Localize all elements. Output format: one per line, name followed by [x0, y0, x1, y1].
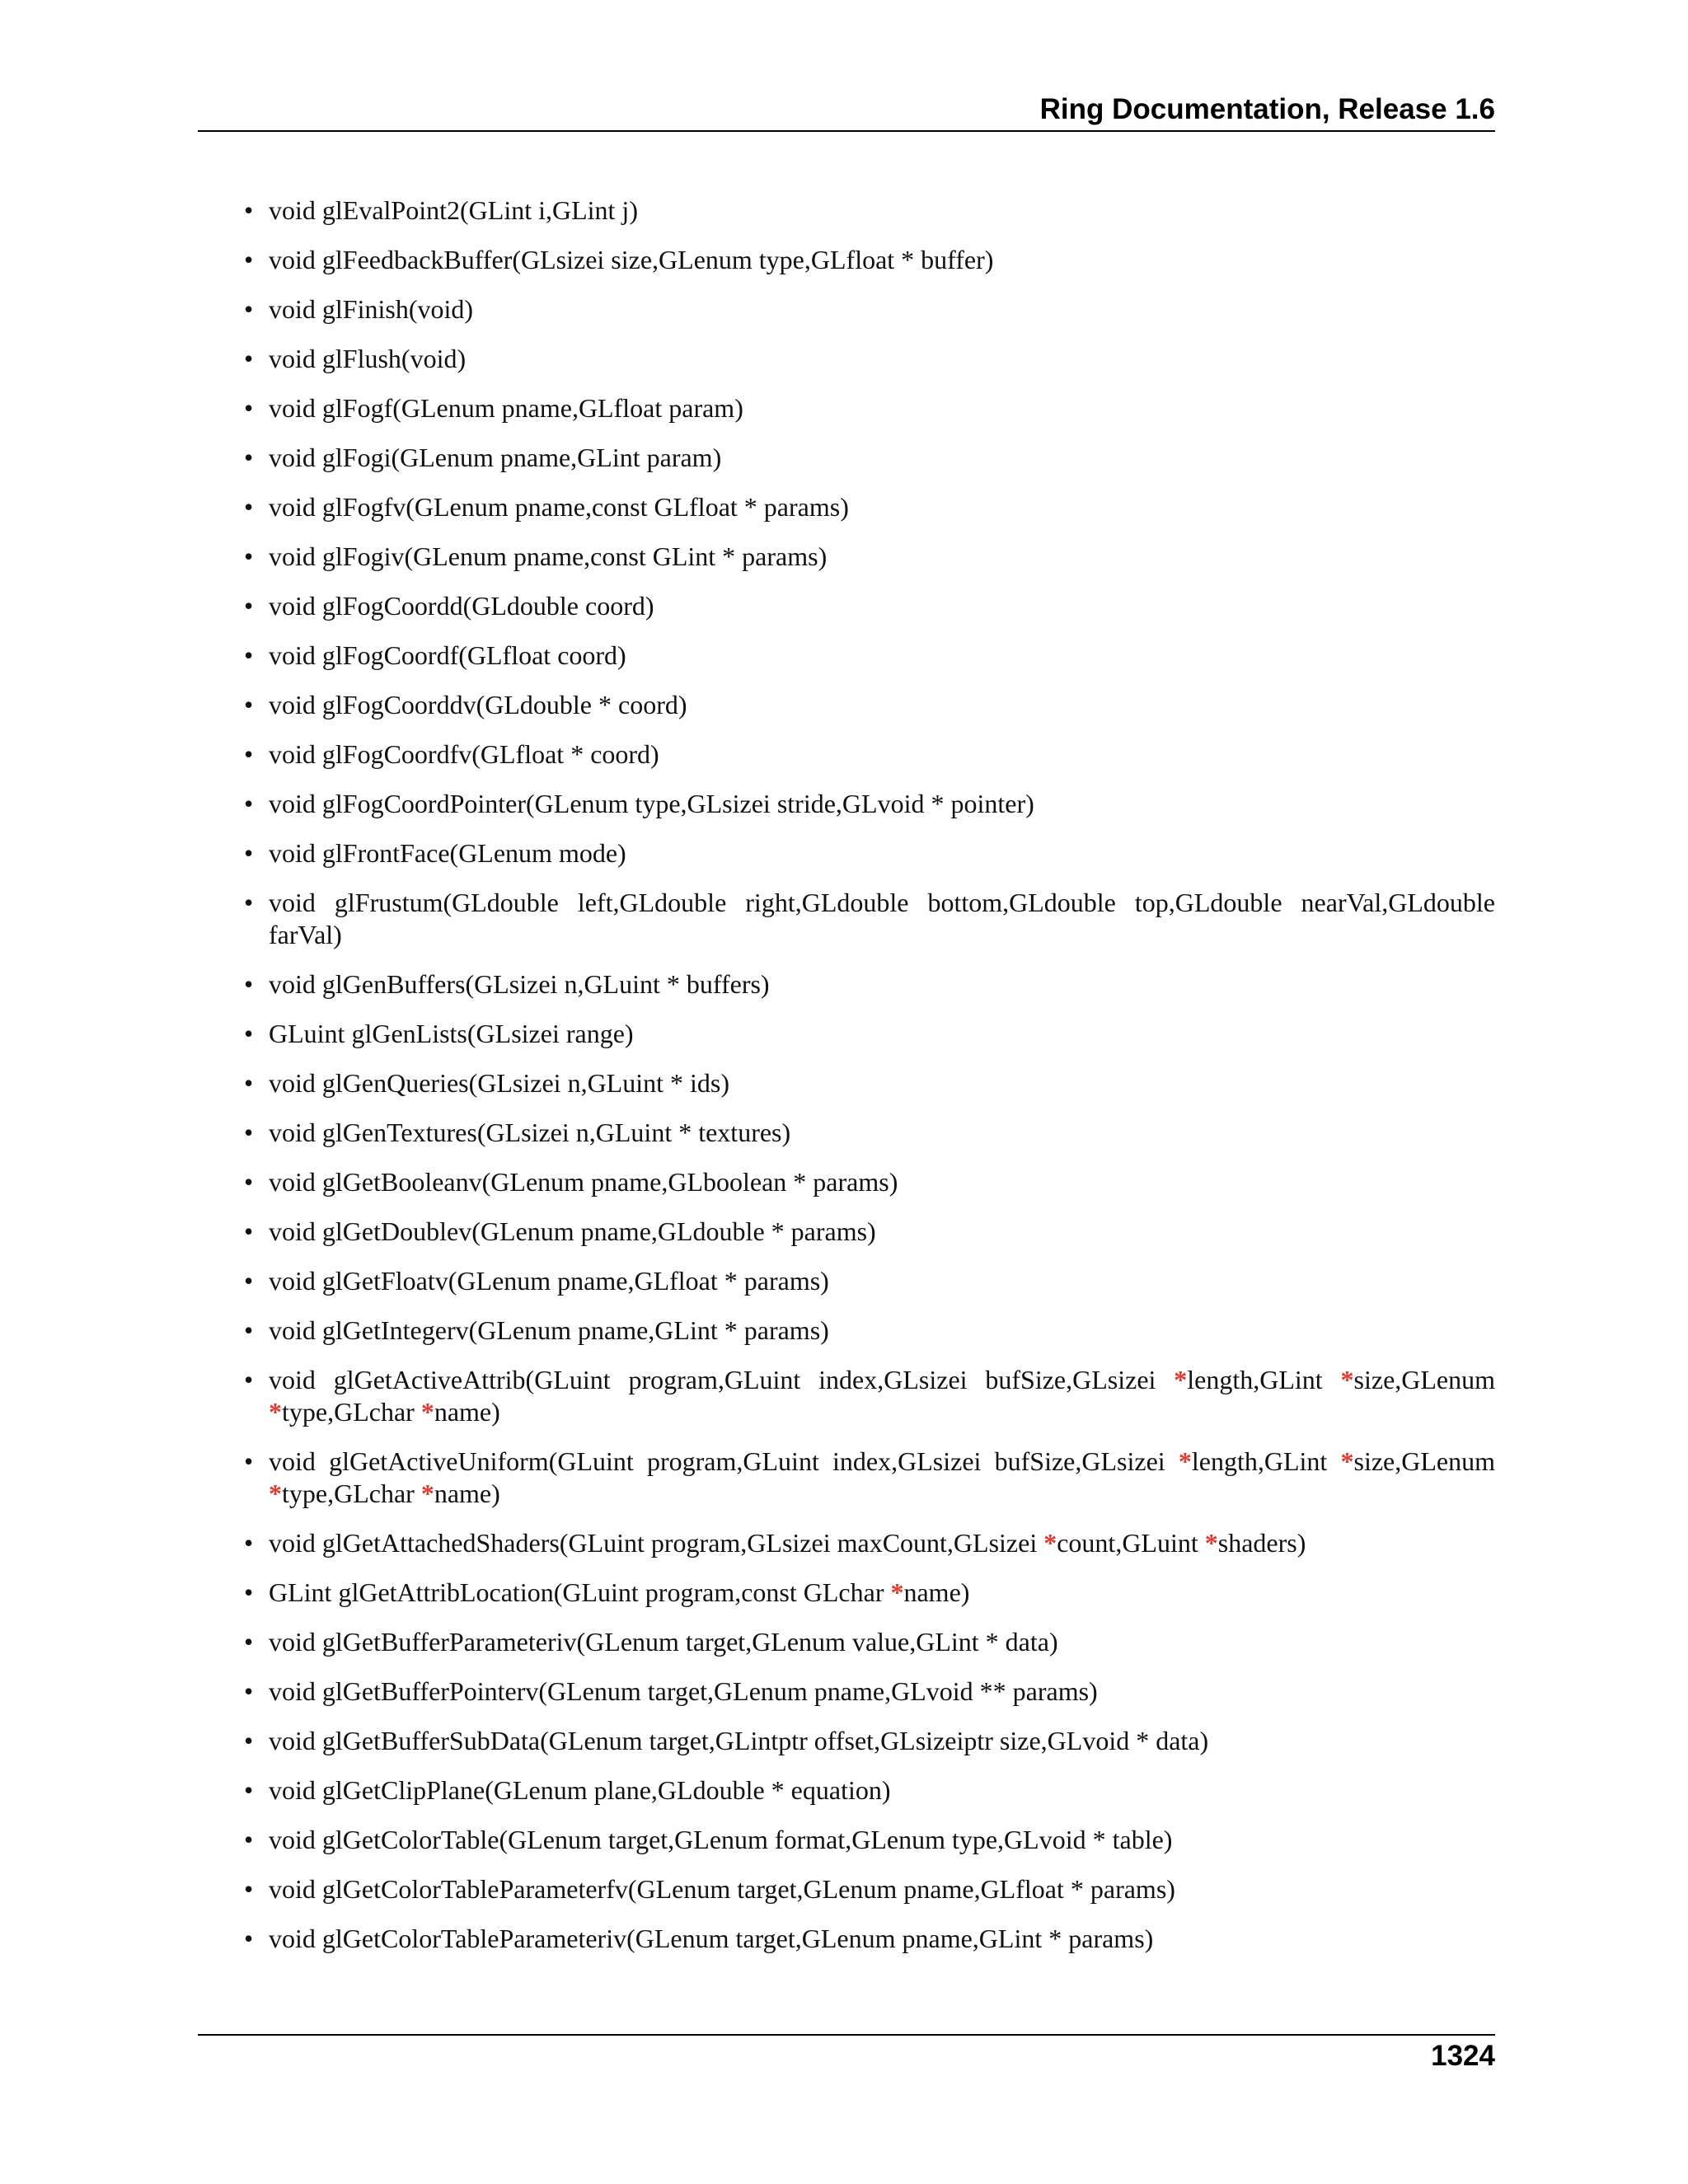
function-signature-text: name) — [434, 1479, 500, 1508]
function-signature-text: GLint glGetAttribLocation(GLuint program,const GLchar — [269, 1577, 891, 1607]
pointer-asterisk: * — [1340, 1446, 1354, 1476]
list-item — [244, 343, 1495, 375]
header-divider — [198, 130, 1495, 132]
pointer-asterisk: * — [890, 1577, 904, 1607]
function-signature-text: void glFogi(GLenum pname,GLint param) — [269, 443, 722, 472]
function-signature-text: size,GLenum — [1353, 1446, 1495, 1476]
list-item — [244, 442, 1495, 474]
function-signature-text: void glGetActiveAttrib(GLuint program,GLuint index,GLsizei bufSize,GLsizei — [269, 1365, 1175, 1394]
function-signature-text: count,GLuint — [1057, 1528, 1205, 1558]
pointer-asterisk: * — [420, 1397, 434, 1427]
list-item — [244, 738, 1495, 771]
pointer-asterisk: * — [1178, 1446, 1192, 1476]
list-item — [244, 1018, 1495, 1050]
list-item — [244, 837, 1495, 869]
function-signature-text: name) — [903, 1577, 970, 1607]
list-item — [244, 293, 1495, 326]
list-item — [244, 590, 1495, 622]
list-item — [244, 1117, 1495, 1149]
list-item — [244, 541, 1495, 573]
function-signature-text: type,GLchar — [282, 1397, 421, 1427]
list-item — [244, 1675, 1495, 1708]
list-item — [244, 392, 1495, 424]
function-signature-text: void glFogCoorddv(GLdouble * coord) — [269, 690, 687, 719]
list-item — [244, 887, 1495, 951]
function-signature-text: void glGetDoublev(GLenum pname,GLdouble * params) — [269, 1216, 876, 1246]
list-item — [244, 244, 1495, 276]
function-signature-text: void glFinish(void) — [269, 294, 474, 324]
list-item — [244, 1446, 1495, 1510]
function-signature-text: void glGetColorTable(GLenum target,GLenum format,GLenum type,GLvoid * table) — [269, 1825, 1173, 1854]
list-item — [244, 689, 1495, 721]
footer-divider — [198, 2034, 1495, 2036]
function-signature-text: length,GLint — [1191, 1446, 1341, 1476]
function-signature-text: GLuint glGenLists(GLsizei range) — [269, 1019, 634, 1048]
list-item — [244, 1315, 1495, 1347]
function-signature-text: void glGenQueries(GLsizei n,GLuint * ids) — [269, 1068, 729, 1098]
function-signature-text: void glGetClipPlane(GLenum plane,GLdouble * equation) — [269, 1775, 891, 1805]
function-signature-text: void glGetFloatv(GLenum pname,GLfloat * params) — [269, 1266, 829, 1296]
function-signature-text: void glGenTextures(GLsizei n,GLuint * textures) — [269, 1118, 791, 1147]
function-signature-text: void glGetBufferParameteriv(GLenum target,GLenum value,GLint * data) — [269, 1627, 1058, 1657]
pointer-asterisk: * — [269, 1479, 282, 1508]
function-signature-text: void glGetColorTableParameterfv(GLenum target,GLenum pname,GLfloat * params) — [269, 1874, 1175, 1904]
list-item — [244, 1725, 1495, 1757]
function-signature-text: void glFogCoordf(GLfloat coord) — [269, 640, 626, 670]
pointer-asterisk: * — [1174, 1365, 1188, 1394]
function-signature-text: shaders) — [1217, 1528, 1306, 1558]
pointer-asterisk: * — [1204, 1528, 1218, 1558]
list-item — [244, 1166, 1495, 1198]
list-item — [244, 1067, 1495, 1099]
function-signature-text: length,GLint — [1187, 1365, 1341, 1394]
function-signature-text: name) — [434, 1397, 500, 1427]
function-signature-text: void glGetBooleanv(GLenum pname,GLboolean * params) — [269, 1167, 898, 1197]
list-item — [244, 1626, 1495, 1658]
function-signature-text: size,GLenum — [1353, 1365, 1496, 1394]
function-signature-text: void glFlush(void) — [269, 344, 467, 373]
list-item — [244, 1577, 1495, 1609]
list-item — [244, 640, 1495, 672]
function-signature-text: void glFogCoordfv(GLfloat * coord) — [269, 739, 659, 769]
list-item — [244, 788, 1495, 820]
list-item — [244, 1873, 1495, 1905]
list-item — [244, 1923, 1495, 1955]
list-item — [244, 968, 1495, 1001]
pointer-asterisk: * — [420, 1479, 434, 1508]
list-item — [244, 1527, 1495, 1559]
pointer-asterisk: * — [1043, 1528, 1057, 1558]
function-signature-text: void glGetColorTableParameteriv(GLenum target,GLenum pname,GLint * params) — [269, 1924, 1154, 1953]
running-header-title: Ring Documentation, Release 1.6 — [1039, 93, 1495, 125]
function-signature-text: void glGetBufferPointerv(GLenum target,GLenum pname,GLvoid ** params) — [269, 1676, 1098, 1706]
function-signature-text: void glEvalPoint2(GLint i,GLint j) — [269, 195, 638, 225]
function-signature-text: void glGetIntegerv(GLenum pname,GLint * params) — [269, 1315, 829, 1345]
function-signature-text: void glFogfv(GLenum pname,const GLfloat * params) — [269, 492, 849, 522]
page-number: 1324 — [1431, 2040, 1495, 2072]
function-signature-text: void glGetActiveUniform(GLuint program,GLuint index,GLsizei bufSize,GLsizei — [269, 1446, 1179, 1476]
function-signature-text: void glFrustum(GLdouble left,GLdouble right,GLdouble bottom,GLdouble top,GLdouble nearVal,GLdouble farVal) — [269, 888, 1495, 949]
function-signature-text: void glFogf(GLenum pname,GLfloat param) — [269, 393, 743, 423]
function-signature-text: void glFrontFace(GLenum mode) — [269, 838, 626, 868]
pointer-asterisk: * — [1340, 1365, 1354, 1394]
function-signature-text: void glGenBuffers(GLsizei n,GLuint * buffers) — [269, 969, 770, 999]
list-item — [244, 1216, 1495, 1248]
function-signature-text: void glFogiv(GLenum pname,const GLint * params) — [269, 541, 828, 571]
function-signature-text: void glFogCoordPointer(GLenum type,GLsizei stride,GLvoid * pointer) — [269, 789, 1034, 818]
list-item — [244, 1364, 1495, 1428]
function-signature-text: type,GLchar — [282, 1479, 421, 1508]
list-item — [244, 194, 1495, 227]
function-signature-text: void glFogCoordd(GLdouble coord) — [269, 591, 654, 621]
list-item — [244, 1824, 1495, 1856]
function-list — [244, 194, 1495, 1972]
function-signature-text: void glFeedbackBuffer(GLsizei size,GLenum type,GLfloat * buffer) — [269, 245, 994, 274]
list-item — [244, 1774, 1495, 1807]
list-item — [244, 491, 1495, 523]
function-signature-text: void glGetAttachedShaders(GLuint program,GLsizei maxCount,GLsizei — [269, 1528, 1044, 1558]
list-item — [244, 1265, 1495, 1297]
pointer-asterisk: * — [269, 1397, 282, 1427]
function-signature-text: void glGetBufferSubData(GLenum target,GLintptr offset,GLsizeiptr size,GLvoid * data) — [269, 1726, 1209, 1755]
